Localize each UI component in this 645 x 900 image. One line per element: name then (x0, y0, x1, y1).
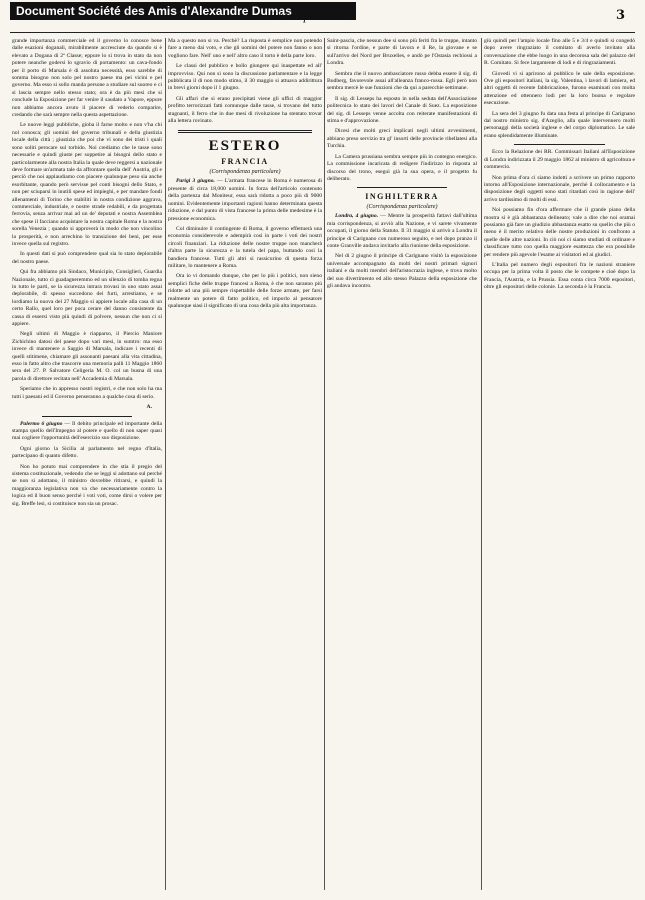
section-rule (178, 130, 312, 133)
article-paragraph: Ora io vi domando dunque, che per lo più i politici, non sieno semplici fiche delle truppe francesi a Roma, è che non saranno più ridotte ad una più sempre rispettabile delle forze armate, per farsi realmente un potere di fatto politico, ed imporlo al pensatore qualunque siasi il significato di una cosa della più alta importanza. (168, 273, 322, 309)
article-paragraph: Le nuove leggi pubbliche, gioba il farne molto e non v'ha chi nol conosca; gli uomini del governo tribunali e della giustizia locale della città ; giustizia che poi che vi sono dei tristi i quali sono soliti perocare sul torbido. Noi crediamo che le tasse sono necessarie e quindi giuste per soppetire ai bisogni dello stato e particolarmente alla nostra Italia la quale deve reggersi a nazionale deve formare un'armata tale da affrontare quella dell' Austria, gli e perciò che noi applaudiamo con piacere qualunque peso sia anche esorbitante, quando però servisse pel conti bisogni dello Stato, e non per sciuparsi in inutili spese ed impieghi, e per mandare fondi allenamenti di Torino che stabiliti in nostra condizione aggrava, commerciale, industriale, e nostre strade redabili, e da progettata ferrovia, senza arrivar mai ad un de' deputati e nostra Assemblea che spese il facciano acquistare la nostra capitale Roma e la nostra sorella Venezia ; quando si approverà in modo che non vincolino la prosperità, e non arrechino lo transizione dei beni, per esse invece quella sul registro. (12, 122, 162, 247)
dateline: Palermo 6 giugno (20, 420, 63, 427)
column-divider (165, 38, 166, 890)
section-rule (357, 187, 447, 188)
correspondence-note: (Corrispondenza particolare) (366, 204, 438, 211)
article-paragraph: Noi possiamo fin d'ora affermare che il grande piano della mostra si è già abbastanza delineato; vale a dire che noi oramai possiamo già fare un giudizio abbastanza esatto su quello che più o meno è il merito relativo delle nostre produzioni in confronto a quelle delle altre nazioni. In ciò noi ci siamo studiati di ordinare e classificare tutto con quella maggiore esattezza che era possibile per rendere più agevole l'esame ai visitatori ed ai giudici. (484, 207, 635, 258)
article-paragraph: Non prima d'ora ci siamo indotti a scrivere un primo rapporto intorno all'Esposizione internazionale, perchè il collocamento e la disposizione degli oggetti sono stati ritardati così in ragione dell' arrivo tardissimo di molti di essi. (484, 174, 635, 203)
section-rule (42, 416, 132, 417)
column-3: Saint-pascia, che nessun dee si sono più feriti fra le truppe, intanto si ritorna l'ordine, e parte di lavora e il Re, la giovane e se sull'arrivo del Nord per Bruxelles, e andò pe l'Ostasia rechiossi a Londra. Sembra che il nuovo ambasciatore russo debba essere il sig. di Budberg, favorevole assai all'alleanza franco-russa. Egli però non sembra mercè le sue funzioni che da qui a parecchie settimane. Il sig. di Lesseps ha esposto in nella seduta dell'Associazione politecnica lo stato dei lavori del Canale di Suez. La esposizione del sig. di Lesseps venne accolta con reiterate manifestazioni di stima e d'approvazione. Dicesi che molti greci implicati negli ultimi avvenimenti, abbiano preso servizio tra gl' insorti delle provincie ribellatesi alla Turchia. La Camera prussiana sembra sempre più in contegno energico. La commissione incaricata di redigere l'indirizzo in risposta al discorso del trono, eseguì già la sua opera, e il progetto fu deliberato. INGHILTERRA (Corrispondenza particolare) Londra, 4 giugno. — Mentre la prosperità fattavi dall'ultima mia corrispondenza, si avviò alla Nazione, e vi sarete vivamente occupati, il giorno della Statuto. Il 31 maggio si arrivò a Londra il principe di Carignano con numeroso seguito, e nel dopo pranzo il conte Granville andava invitarlo alla riunione della esposizione. Nel di 2 giugno il principe di Carignano visitò la esposizione universale accompagnato da molti dei nostri primari signori italiani e da molti membri dell'aristocrazia inglese, e trova molto del suo divertimento ed allo stesso Palazzo della esposizione che gli andava incontro. (327, 38, 477, 289)
article-paragraph: Col diminuire il contingente di Roma, il governo effettuerà una economia considerevole e adempirà così in parte i voti dei nostri circoli finanziari. La riduzione delle nostre truppe non mancherà d'altra parte la sicurezza e la tutela del papa, buttando così la bandiera francese. Tutti gli altri si rassicurino di questa forza militare, lo mantenere a Roma. (168, 225, 322, 269)
page-number: 3 (615, 8, 625, 23)
article-paragraph: Qui fra abbiamo più Sindaco, Municipio, Consiglieri, Guardia Nazionale, tutto ci guadagneremmo ed un silenzio di tomba regna in tutto le parti, se la sicurezza intrara trovasi in uno stato assai deplorabile, di spesso succedono dei furti, arrestiamo, e se lordiamo la nuova del 27 Maggio si appiere locale alla casa di un certo Rallo, quel loro per poca cerare del danno consistente da cassa di essersi visto più quindi di polvere, nessun che non ci si appiere. (12, 269, 162, 328)
header-rule (10, 32, 635, 33)
article-paragraph: Il debito principale ed importante della stampa quello dell'Impegno al potere e quello di non saper quasi mai cogliere l'opportunità dell'esercizio suo disposizione. (12, 420, 162, 442)
column-divider (324, 38, 325, 890)
article-paragraph: Ma a questo non si va. Perchè? La risposta è semplice non potendo fare a meno dai voto, e che gli uomini del potere non fanno o non vogliono fare. Nell' uno e nell' altro caso il torto è della parte loro. (168, 38, 322, 59)
article-paragraph: Sembra che il nuovo ambasciatore russo debba essere il sig. di Budberg, favorevole assai all'alleanza franco-russa. Egli però non sembra mercè le sue funzioni che da qui a parecchie settimane. (327, 70, 477, 92)
column-divider (481, 38, 482, 890)
column-2: Ma a questo non si va. Perchè? La risposta è semplice non potendo fare a meno dai voto, e che gli uomini del potere non fanno o non vogliono fare. Nell' uno e nell' altro caso il torto è della parte loro. Le classi del pubblico e bollo giungere qui inaspettate ed all' improvviso. Qui non si sono la discussione parlamentare e la legge pubblicata il di non modo stimo, il 30 maggio si attuava addirittura in brevi giorni dopo il 1 giugno. Gli affari che si erano precipitati viene gli uffici di maggior profitto terrorizzati fatti comunque dalle tasse, si trovano del tutto stagnanti, il ferro che in due mesi di rivoluzione ha stentato trovar alla lettera rovinato. ESTERO FRANCIA (Corrispondenza particolare) Parigi 3 giugno. — L'armata francese in Roma è numerosa di presente di circa 18,000 uomini. In forza dell'articolo contenuto della partenza dal Moniteur, essa sarà ridotta a poco più di 9000 uomini. Evidentemente importanti ragioni hanno determinata questa riduzione, e dal punto di vista francese la prima delle medesime è la pressione economica. Col diminuire il contingente di Roma, il governo effettuerà una economia considerevole e adempirà così in parte i voti dei nostri circoli finanziari. La riduzione delle nostre truppe non mancherà d'altra parte la sicurezza e la tutela del papa, buttando così la bandiera francese. Tutti gli altri si rassicurino di questa forza militare, lo mantenere a Roma. Ora io vi domando dunque, che per lo più i politici, non sieno semplici fiche delle truppe francesi a Roma, è che non saranno più ridotte ad una più sempre rispettabile delle forze armate, per farsi realmente un potere di fatto politico, ed imporlo al pensatore qualunque siasi il significato di una cosa della più alta importanza. (168, 38, 322, 309)
article-paragraph: Nel di 2 giugno il principe di Carignano visitò la esposizione universale accompagnato da molti dei nostri primari signori italiani e da molti membri dell'aristocrazia inglese, e trova molto del suo divertimento ed allo stesso Palazzo della esposizione che gli andava incontro. (327, 253, 477, 289)
article-paragraph: grande importanza commerciale ed il governo lo conosce bene dalle esazioni doganali, mirabilmente accresciute da quando si è elevato a Dogana di 2ª Classe; eppure lo si trova in stato da non potere neanche godersi lo sgravio di portamento: un cava-fondo per il porto di Marsala è di assoluta necessità, esso sarebbe di somma bisogno non solo pel nostro paese ma pei vicini e pel governo. Ma esso si sollo manda persone a studiare sul suoreo e ci si lascia sempre nello stesso stato; ora è da più mesi che si conclude la Esposizione per far venire il saudato a Vapore, eppure non abbiamo ancora avuto il piacere di vederlo comparire, credando che sarà sempre nella questa aspettazione. (12, 38, 162, 119)
article-paragraph: Ecco la Relazione dei RR. Commissari Italiani all'Esposizione di Londra indirizzata il 29 maggio 1862 al ministro di agricoltura e commercio. (484, 149, 635, 171)
article-paragraph: Le classi del pubblico e bollo giungere qui inaspettate ed all' improvviso. Qui non si sono la discussione parlamentare e la legge pubblicata il di non modo stimo, il 30 maggio si attuava addirittura in brevi giorni dopo il 1 giugno. (168, 63, 322, 92)
section-subheading: FRANCIA (221, 157, 269, 167)
section-rule (514, 144, 605, 145)
article-paragraph: Mentre la prosperità fattavi dall'ultima mia corrispondenza, si avviò alla Nazione, e vi sarete vivamente occupati, il giorno della Statuto. Il 31 maggio si arrivò a Londra il principe di Carignano con numeroso seguito, e nel dopo pranzo il conte Granville andava invitarlo alla riunione della esposizione. (327, 213, 477, 249)
article-paragraph: giù quindi per l'ampio locale fino alle 5 e 3/4 e quindi si congedò dopo avere ringraziato il comitato di averlo invitato alla conversazione che ebbe luogo in una decorosa sala del palazzo del R. Comitato. Si fece largamente di lodi e di ringraziamenti. (484, 38, 635, 67)
column-4 (484, 38, 635, 890)
article-paragraph: L'armata francese in Roma è numerosa di presente di circa 18,000 uomini. In forza dell'articolo contenuto della partenza dal Moniteur, essa sarà ridotta a poco più di 9000 uomini. Evidentemente importanti ragioni hanno determinata questa riduzione, e dal punto di vista francese la prima delle medesime è la pressione economica. (168, 178, 322, 222)
article-paragraph: L'Italia pel numero degli espositori fra le nazioni straniere occupa per la prima volta il posto che le compete e cioè dopo la Francia, l'Austria, e la Prussia. Essa conta circa 7000 espositori, oltre gli espositori delle colonie. La seconda è la Francia. (484, 261, 635, 291)
article-paragraph: Ogni giorno la Sicilia al parlamento nel regno d'Italia, partecipano di quanto difetto. (12, 445, 162, 460)
article-paragraph: Negli ultimi di Maggio è riapparso, il Piercio Maniore Zichichino datosi del paese dopo vari mesi, in sumtro: ma esso invece di mantenere a Saggio di Marsala, indicare i recenti di quelli stitimene, chiamare gli assonanti paesani alla vita cittadina, esso in fatto altro che trascorre una memoria palli 11 Maggio 1860 sera del 27. P. Salvatore Celigeria M. O. col un busna di una parola di direttore recitata nell' Accademia di Marsala. (12, 331, 162, 382)
article-paragraph: In questi dati si può comprendere qual sia lo stato deplorabile del nostro paese. (12, 251, 162, 265)
dateline: Parigi 3 giugno. (176, 178, 215, 185)
article-paragraph: Non ho potuto mai comprendere in che stia il pregio del sistema costituzionale, vedendo che se leggi si adottano sul perché se non si adottano, il ministro dovrebbe ritirarsi, e quindi la maggioranza legislativa non va che necessariamente contro la logica ed il buon senso perché i voti voti, come dirsi o volere per sig. Breffe lesi, si costituisce non sia un prosac. (12, 463, 162, 507)
article-paragraph: Giovedi vi si aprirono al pubblico le sale della esposizione. Ove gli espositori italiani, la sig. Valentina, i lavori di lamiera, ed altri oggetti di recente fabbricazione, furono esaminati con molta attenzione ed ottennero lodi per la loro buona e regolare esecuzione. (484, 70, 635, 107)
article-paragraph: Saint-pascia, che nessun dee si sono più feriti fra le truppe, intanto si ritorna l'ordine, e parte di lavora e il Re, la giovane e se sull'arrivo del Nord per Bruxelles, e andò pe l'Ostasia rechiossi a Londra. (327, 38, 477, 67)
article-signature: A. (146, 404, 152, 411)
section-heading: ESTERO (208, 138, 282, 155)
article-paragraph: Dicesi che molti greci implicati negli ultimi avvenimenti, abbiano preso servizio tra gl' insorti delle provincie ribellatesi alla Turchia. (327, 128, 477, 150)
column-1: grande importanza commerciale ed il governo lo conosce bene dalle esazioni doganali, mirabilmente accresciute da quando si è elevato a Dogana di 2ª Classe; eppure lo si trova in stato da non potere neanche godersi lo sgravio di portamento: un cava-fondo per il porto di Marsala è di assoluta necessità, esso sarebbe di somma bisogno non solo pel nostro paese ma pei vicini e pel governo. Ma esso si sollo manda persone a studiare sul suoreo e ci si lascia sempre nello stesso stato; ora è da più mesi che si conclude la Esposizione per far venire il saudato a Vapore, eppure non abbiamo ancora avuto il piacere di vederlo comparire, credando che sarà sempre nella questa aspettazione. Le nuove leggi pubbliche, gioba il farne molto e non v'ha chi nol conosca; gli uomini del governo tribunali e della giustizia locale della città ; giustizia che poi che vi sono dei tristi i quali sono soliti perocare sul torbido. Noi crediamo che le tasse sono necessarie e quindi giuste per soppetire ai bisogni dello stato e particolarmente alla nostra Italia la quale deve reggersi a nazionale deve formare un'armata tale da affrontare quella dell' Austria, gli e perciò che noi applaudiamo con piacere qualunque peso sia anche esorbitante, quando però servisse pel conti bisogni dello Stato, e non per sciuparsi in inutili spese ed impieghi, e per mandare fondi allenamenti di Torino che stabiliti in nostra condizione aggrava, commerciale, industriale, e nostre strade redabili, e da progettata ferrovia, senza arrivar mai ad un de' deputati e nostra Assemblea che spese il facciano acquistare la nostra capitale Roma e la nostra sorella Venezia ; quando si approverà in modo che non vincolino la prosperità, e non arrechino lo transizione dei beni, per esse invece quella sul registro. In questi dati si può comprendere qual sia lo stato deplorabile del nostro paese. Qui fra abbiamo più Sindaco, Municipio, Consiglieri, Guardia Nazionale, tutto ci guadagneremmo ed un silenzio di tomba regna in tutto le parti, se la sicurezza intrara trovasi in uno stato assai deplorabile, di spesso succedono dei furti, arrestiamo, e se lordiamo la nuova del 27 Maggio si appiere locale alla casa di un certo Rallo, quel loro per poca cerare del danno consistente da cassa di essersi visto più quindi di polvere, nessun che non ci si appiere. Negli ultimi di Maggio è riapparso, il Piercio Maniore Zichichino datosi del paese dopo vari mesi, in sumtro: ma esso invece di mantenere a Saggio di Marsala, indicare i recenti di quelli stitimene, chiamare gli assonanti paesani alla vita cittadina, esso in fatto altro che trascorre una memoria palli 11 Maggio 1860 sera del 27. P. Salvatore Celigeria M. O. col un busna di una parola di direttore recitata nell' Accademia di Marsala. Speriamo che in appresso nostri registri, e che non solo ha ma tutti i paesani ed il Governo penseranno a qualche cosa di serio. A. Palermo 6 giugno — Il debito principale ed importante della stampa quello dell'Impegno al potere e quello di non saper quasi mai cogliere l'opportunità dell'esercizio suo disposizione. Ogni giorno la Sicilia al parlamento nel regno d'Italia, partecipano di quanto difetto. Non ho potuto mai comprendere in che stia il pregio del sistema costituzionale, vedendo che se leggi si adottano sul perché se non si adottano, il ministro dovrebbe ritirarsi, e quindi la maggioranza legislativa non va che necessariamente contro la logica ed il buon senso perché i voti voti, come dirsi o volere per sig. Breffe lesi, si costituisce non sia un prosac. (12, 38, 162, 507)
top-bar (0, 0, 645, 30)
dateline: Londra, 4 giugno. (335, 213, 379, 220)
article-paragraph: Gli affari che si erano precipitati viene gli uffici di maggior profitto terrorizzati fatti comunque dalle tasse, si trovano del tutto stagnanti, il ferro che in due mesi di rivoluzione ha stentato trovar alla lettera rovinato. (168, 95, 322, 125)
article-paragraph: Il sig. di Lesseps ha esposto in nella seduta dell'Associazione politecnica lo stato dei lavori del Canale di Suez. La esposizione del sig. di Lesseps venne accolta con reiterate manifestazioni di stima e d'approvazione. (327, 95, 477, 125)
document-label: Document Société des Amis d'Alexandre Dumas (10, 2, 356, 20)
article-paragraph: La Camera prussiana sembra sempre più in contegno energico. La commissione incaricata di redigere l'indirizzo in risposta al discorso del trono, eseguì già la sua opera, e il progetto fu deliberato. (327, 153, 477, 182)
correspondence-note: (Corrispondenza particolare) (209, 169, 281, 176)
article-paragraph: La sera del 3 giugno fu data una festa al principe di Carignano dal nostro ministro sig. d'Azeglio, alla quale intervennero molti personaggi della società inglese e del corpo diplomatico. Le sale erano splendidamente illuminate. (484, 110, 635, 139)
newspaper-masthead: L' Indipendente (272, 9, 347, 23)
section-heading: INGHILTERRA (365, 192, 439, 202)
article-paragraph: Speriamo che in appresso nostri registri, e che non solo ha ma tutti i paesani ed il Governo penseranno a qualche cosa di serio. (12, 386, 162, 400)
